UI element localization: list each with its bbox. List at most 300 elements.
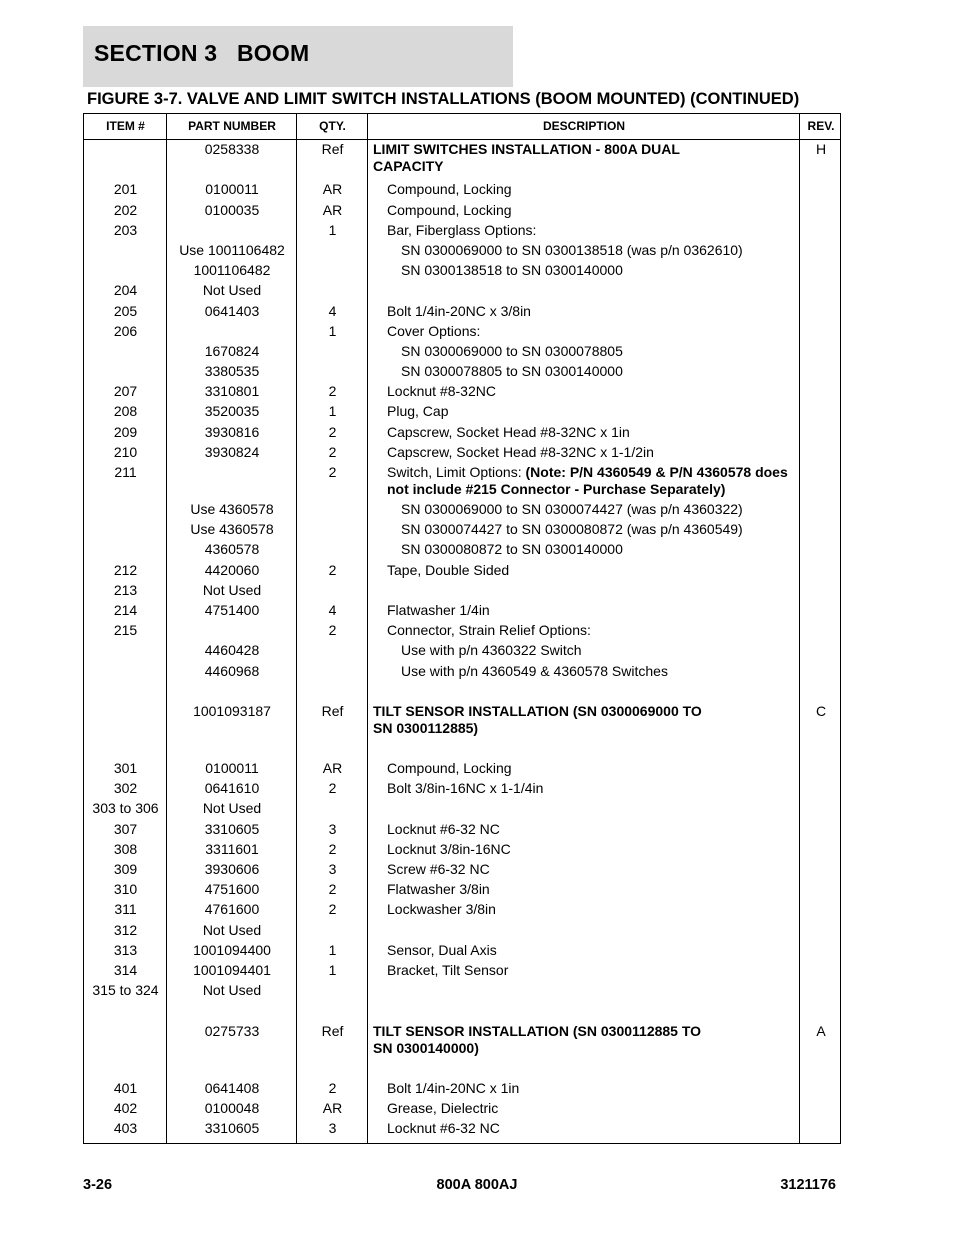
qty-cell: 1 — [328, 941, 337, 958]
item-number-cell — [84, 519, 167, 521]
table-row — [84, 442, 842, 462]
item-number-cell: 210 — [113, 443, 138, 460]
description-text: Capscrew, Socket Head #8-32NC x 1-1/2in — [387, 443, 654, 460]
description-cell — [368, 260, 800, 279]
description-cell — [368, 640, 800, 659]
table-row — [84, 1078, 842, 1098]
rev-cell — [800, 798, 842, 800]
description-cell — [368, 920, 800, 922]
qty-cell: 3 — [328, 861, 337, 877]
description-cell — [368, 879, 800, 898]
rev-cell — [800, 539, 842, 541]
description-text: SN 0300069000 to SN 0300074427 (was p/n 4360322) — [401, 501, 743, 517]
table-row — [84, 661, 842, 681]
item-number-cell: 204 — [113, 282, 138, 299]
description-cell — [368, 422, 800, 441]
description-cell — [368, 462, 800, 498]
description-text: Switch, Limit Options: — [387, 464, 526, 480]
description-text: Lockwasher 3/8in — [387, 901, 496, 918]
rev-cell — [800, 321, 842, 323]
description-text: LIMIT SWITCHES INSTALLATION - 800A DUAL CAPACITY — [373, 141, 680, 174]
parts-table — [83, 113, 841, 1144]
table-row — [84, 361, 842, 381]
item-number-cell — [84, 341, 167, 343]
item-number-cell: 201 — [113, 181, 138, 198]
item-number-cell — [84, 640, 167, 642]
rev-cell — [800, 839, 842, 841]
description-cell — [368, 940, 800, 959]
rev-cell — [800, 620, 842, 622]
table-row — [84, 179, 842, 199]
table-row — [84, 381, 842, 401]
qty-cell: 2 — [328, 443, 337, 460]
table-row — [84, 280, 842, 300]
qty-cell: Ref — [321, 1022, 344, 1039]
description-cell — [368, 600, 800, 619]
spacer-row — [84, 681, 842, 701]
part-number-cell: 0641408 — [204, 1079, 260, 1096]
rev-cell — [800, 361, 842, 363]
description-text: Grease, Dielectric — [387, 1099, 499, 1116]
description-text: TILT SENSOR INSTALLATION (SN 0300069000 TO SN 0300112885) — [373, 702, 702, 736]
part-number-cell: 0641403 — [204, 302, 260, 319]
item-number-cell: 203 — [113, 221, 138, 238]
item-number-cell: 208 — [113, 403, 138, 420]
description-cell — [368, 301, 800, 320]
qty-cell — [297, 539, 368, 541]
qty-cell: Ref — [321, 141, 344, 157]
table-body — [84, 139, 840, 1138]
item-number-cell: 315 to 324 — [92, 982, 159, 999]
rev-cell — [800, 778, 842, 780]
table-row — [84, 600, 842, 620]
description-cell — [368, 200, 800, 219]
part-number-cell: 3930606 — [204, 861, 260, 877]
table-row — [84, 960, 842, 980]
item-number-cell: 209 — [113, 423, 138, 440]
part-number-cell — [167, 321, 297, 323]
qty-cell — [297, 341, 368, 343]
description-text: Cover Options: — [387, 322, 481, 339]
item-number-cell: 213 — [113, 581, 138, 598]
description-cell — [368, 381, 800, 400]
part-number-cell: 3930824 — [204, 443, 260, 460]
table-row — [84, 519, 842, 539]
description-cell — [368, 758, 800, 777]
part-number-cell: 1001093187 — [193, 702, 271, 719]
description-cell — [368, 321, 800, 340]
item-number-cell: 302 — [113, 780, 138, 797]
table-row — [84, 401, 842, 421]
qty-cell — [297, 920, 368, 922]
qty-cell: 1 — [328, 403, 337, 420]
description-cell — [368, 1021, 800, 1057]
description-cell — [368, 401, 800, 420]
qty-cell: 1 — [328, 322, 337, 339]
qty-cell — [297, 361, 368, 363]
rev-cell — [800, 341, 842, 343]
part-number-cell: 4751600 — [204, 881, 260, 898]
part-number-cell: 1670824 — [204, 342, 260, 359]
item-number-cell: 312 — [113, 921, 138, 938]
qty-cell — [297, 580, 368, 582]
rev-cell — [800, 220, 842, 222]
item-number-cell — [84, 701, 167, 703]
item-number-cell: 401 — [113, 1079, 138, 1096]
item-number-cell — [84, 240, 167, 242]
item-number-cell — [84, 260, 167, 262]
header-item: ITEM # — [106, 119, 145, 133]
table-row — [84, 260, 842, 280]
qty-cell: 2 — [328, 423, 337, 440]
qty-cell: AR — [322, 181, 343, 198]
rev-cell — [800, 819, 842, 821]
rev-cell — [800, 519, 842, 521]
rev-cell — [800, 980, 842, 982]
part-number-cell: Not Used — [202, 581, 262, 598]
part-number-cell: Use 4360578 — [190, 501, 274, 517]
table-row — [84, 980, 842, 1000]
rev-cell — [800, 301, 842, 303]
table-row — [84, 899, 842, 919]
qty-cell: 2 — [328, 622, 337, 639]
rev-cell — [800, 200, 842, 202]
rev-cell — [800, 260, 842, 262]
description-text: Flatwasher 3/8in — [387, 881, 490, 898]
rev-cell — [800, 920, 842, 922]
description-text: Use with p/n 4360322 Switch — [401, 642, 582, 659]
rev-cell — [800, 240, 842, 242]
table-row — [84, 341, 842, 361]
item-number-cell — [84, 539, 167, 541]
description-text: SN 0300080872 to SN 0300140000 — [401, 541, 623, 558]
part-number-cell — [167, 620, 297, 622]
description-text: Bolt 1/4in-20NC x 1in — [387, 1079, 520, 1096]
section-title: SECTION 3 BOOM — [94, 40, 310, 66]
table-row — [84, 940, 842, 960]
item-number-cell — [84, 661, 167, 663]
description-text: TILT SENSOR INSTALLATION (SN 0300112885 TO SN 0300140000) — [373, 1022, 702, 1056]
item-number-cell: 313 — [113, 941, 138, 958]
part-number-cell: 0100011 — [205, 760, 259, 777]
description-cell — [368, 899, 800, 918]
part-number-cell: 0100048 — [204, 1099, 260, 1116]
rev-cell — [800, 462, 842, 464]
part-number-cell: 4761600 — [204, 901, 260, 918]
description-cell — [368, 620, 800, 639]
item-number-cell: 211 — [114, 464, 137, 480]
qty-cell — [297, 280, 368, 282]
qty-cell: 2 — [328, 383, 337, 400]
item-number-cell: 311 — [114, 901, 137, 918]
qty-cell — [297, 260, 368, 262]
description-text: Locknut 3/8in-16NC — [387, 840, 511, 857]
qty-cell: 2 — [328, 881, 337, 898]
description-text: Locknut #6-32 NC — [387, 1120, 500, 1137]
qty-cell: 2 — [328, 1079, 337, 1096]
part-number-cell: Use 1001106482 — [179, 241, 285, 258]
figure-title: FIGURE 3-7. VALVE AND LIMIT SWITCH INSTALLATIONS (BOOM MOUNTED) (CONTINUED) — [87, 90, 800, 108]
qty-cell: 2 — [328, 780, 337, 797]
description-cell — [368, 798, 800, 800]
part-number-cell: 1001094400 — [193, 941, 271, 958]
rev-cell — [800, 381, 842, 383]
rev-cell — [800, 960, 842, 962]
table-row — [84, 462, 842, 499]
qty-cell — [297, 240, 368, 242]
part-number-cell: 0100035 — [204, 201, 260, 218]
description-text: Bolt 1/4in-20NC x 3/8in — [387, 302, 531, 319]
item-number-cell: 402 — [113, 1099, 138, 1116]
rev-cell: C — [815, 702, 827, 719]
rev-cell — [800, 758, 842, 760]
table-row — [84, 758, 842, 778]
table-row — [84, 200, 842, 220]
rev-cell — [800, 1118, 842, 1120]
model-label: 800A 800AJ — [436, 1177, 518, 1193]
item-number-cell — [84, 361, 167, 363]
rev-cell — [800, 560, 842, 562]
qty-cell: 4 — [328, 302, 337, 319]
part-number-cell: Not Used — [202, 982, 262, 999]
item-number-cell: 314 — [113, 961, 138, 978]
header-part-number: PART NUMBER — [188, 119, 276, 133]
item-number-cell: 301 — [113, 760, 138, 777]
description-cell — [368, 280, 800, 282]
item-number-cell: 202 — [113, 201, 138, 218]
rev-cell — [800, 879, 842, 881]
description-text: SN 0300069000 to SN 0300078805 — [401, 342, 623, 359]
part-number-cell: 3380535 — [204, 363, 260, 380]
description-note: (Note: P/N 4360549 & P/N 4360578 does not include #215 Connector - Purchase Separately) — [387, 464, 788, 497]
description-cell — [368, 701, 800, 737]
part-number-cell: 3310801 — [204, 383, 260, 400]
table-row — [84, 1118, 842, 1138]
qty-cell — [297, 661, 368, 663]
part-number-cell: 1001106482 — [193, 262, 271, 279]
description-cell — [368, 519, 800, 538]
table-row — [84, 139, 842, 174]
description-text: Locknut #8-32NC — [387, 383, 496, 400]
rev-cell — [800, 859, 842, 861]
table-row — [84, 560, 842, 580]
part-number-cell: Use 4360578 — [190, 521, 274, 538]
description-text: Tape, Double Sided — [387, 561, 510, 578]
table-row — [84, 798, 842, 818]
description-text: Screw #6-32 NC — [387, 861, 490, 877]
description-cell — [368, 839, 800, 858]
description-wrapper — [368, 464, 800, 498]
description-text: Connector, Strain Relief Options: — [387, 622, 591, 639]
rev-cell: A — [816, 1022, 826, 1039]
part-number-cell: 3930816 — [204, 423, 260, 440]
qty-cell: 3 — [328, 820, 337, 837]
item-number-cell — [84, 499, 167, 501]
item-number-cell: 307 — [113, 820, 138, 837]
item-number-cell: 303 to 306 — [92, 800, 159, 817]
item-number-cell: 309 — [113, 861, 138, 877]
description-cell — [368, 980, 800, 982]
rev-cell — [800, 1098, 842, 1100]
rev-cell — [800, 422, 842, 424]
table-row — [84, 321, 842, 341]
rev-cell — [800, 401, 842, 403]
item-number-cell: 206 — [113, 322, 138, 339]
table-row — [84, 879, 842, 899]
item-number-cell: 308 — [113, 840, 138, 857]
description-text: Capscrew, Socket Head #8-32NC x 1in — [387, 423, 630, 440]
table-row — [84, 620, 842, 640]
item-number-cell: 403 — [113, 1120, 138, 1137]
table-row — [84, 1021, 842, 1058]
rev-cell — [800, 661, 842, 663]
qty-cell — [297, 519, 368, 521]
spacer-row — [84, 159, 842, 179]
table-row — [84, 499, 842, 519]
description-cell — [368, 442, 800, 461]
description-cell — [368, 580, 800, 582]
header-description: DESCRIPTION — [542, 119, 625, 133]
qty-cell: 2 — [328, 561, 337, 578]
part-number-cell: 3520035 — [204, 403, 260, 420]
qty-cell: Ref — [321, 702, 344, 719]
description-text: Plug, Cap — [387, 403, 449, 420]
qty-cell: AR — [322, 201, 343, 218]
description-cell — [368, 341, 800, 360]
part-number-cell: 4360578 — [204, 541, 260, 558]
part-number-cell: 0275733 — [204, 1022, 260, 1039]
qty-cell — [297, 980, 368, 982]
item-number-cell: 215 — [113, 622, 138, 639]
rev-cell — [800, 442, 842, 444]
table-row — [84, 240, 842, 260]
table-row — [84, 1098, 842, 1118]
description-text: Bracket, Tilt Sensor — [387, 961, 509, 978]
description-cell — [368, 1078, 800, 1097]
spacer-row — [84, 1000, 842, 1020]
description-cell — [368, 661, 800, 680]
description-text: Sensor, Dual Axis — [387, 941, 497, 958]
document-number: 3121176 — [780, 1177, 836, 1193]
rev-cell — [800, 899, 842, 901]
qty-cell: 2 — [328, 840, 337, 857]
rev-cell — [800, 280, 842, 282]
rev-cell — [800, 580, 842, 582]
part-number-cell: 3311601 — [205, 840, 259, 857]
table-row — [84, 778, 842, 798]
item-number-cell — [84, 1021, 167, 1023]
description-text: Flatwasher 1/4in — [387, 601, 490, 618]
table-row — [84, 220, 842, 240]
description-text: Compound, Locking — [387, 181, 512, 198]
description-cell — [368, 1118, 800, 1137]
description-cell — [368, 240, 800, 259]
header-rev: REV. — [807, 119, 835, 133]
item-number-cell: 212 — [113, 561, 138, 578]
rev-cell — [800, 940, 842, 942]
rev-cell: H — [815, 141, 827, 157]
table-row — [84, 859, 842, 879]
description-cell — [368, 560, 800, 579]
part-number-cell: 3310605 — [204, 1120, 260, 1137]
qty-cell: 1 — [328, 961, 337, 978]
part-number-cell: 4751400 — [204, 601, 260, 618]
part-number-cell: 4460968 — [204, 662, 260, 679]
qty-cell: 2 — [328, 464, 337, 480]
page-number: 3-26 — [83, 1177, 113, 1193]
table-row — [84, 819, 842, 839]
description-cell — [368, 179, 800, 198]
description-text: SN 0300078805 to SN 0300140000 — [401, 363, 623, 380]
table-row — [84, 539, 842, 559]
part-number-cell: 4420060 — [204, 561, 260, 578]
part-number-cell — [167, 462, 297, 464]
item-number-cell: 205 — [113, 302, 138, 319]
qty-cell: AR — [322, 1099, 343, 1116]
qty-cell — [297, 798, 368, 800]
description-text: Compound, Locking — [387, 201, 512, 218]
part-number-cell: 1001094401 — [193, 961, 271, 978]
item-number-cell — [84, 139, 167, 141]
table-row — [84, 920, 842, 940]
description-text: Bolt 3/8in-16NC x 1-1/4in — [387, 780, 544, 797]
header-qty: QTY. — [319, 119, 346, 133]
description-cell — [368, 361, 800, 380]
part-number-cell: 0641610 — [204, 780, 260, 797]
description-text: SN 0300074427 to SN 0300080872 (was p/n 4360549) — [401, 521, 743, 538]
description-text: Compound, Locking — [387, 760, 512, 777]
rev-cell — [800, 1078, 842, 1080]
table-row — [84, 580, 842, 600]
description-text: Use with p/n 4360549 & 4360578 Switches — [401, 662, 668, 679]
table-row — [84, 422, 842, 442]
description-text: SN 0300069000 to SN 0300138518 (was p/n 0362610) — [401, 241, 743, 258]
part-number-cell — [167, 220, 297, 222]
spacer-row — [84, 738, 842, 758]
part-number-cell: 3310605 — [204, 820, 260, 837]
rev-cell — [800, 499, 842, 501]
qty-cell: AR — [322, 760, 343, 777]
description-text: SN 0300138518 to SN 0300140000 — [401, 262, 623, 279]
description-cell — [368, 220, 800, 239]
qty-cell: 4 — [328, 601, 337, 618]
description-cell — [368, 960, 800, 979]
description-text: Locknut #6-32 NC — [387, 820, 500, 837]
part-number-cell: 4460428 — [204, 642, 260, 659]
description-text: Bar, Fiberglass Options: — [387, 221, 537, 238]
part-number-cell: 0258338 — [204, 141, 260, 157]
rev-cell — [800, 179, 842, 181]
description-cell — [368, 1098, 800, 1117]
item-number-cell: 214 — [113, 601, 138, 618]
rev-cell — [800, 600, 842, 602]
part-number-cell: Not Used — [202, 921, 262, 938]
table-row — [84, 301, 842, 321]
part-number-cell: Not Used — [202, 282, 262, 299]
description-cell — [368, 859, 800, 878]
qty-cell: 1 — [328, 221, 337, 238]
table-row — [84, 701, 842, 738]
qty-cell — [297, 640, 368, 642]
part-number-cell: Not Used — [202, 800, 262, 817]
qty-cell: 3 — [328, 1120, 337, 1137]
item-number-cell: 310 — [113, 881, 138, 898]
description-cell — [368, 539, 800, 558]
qty-cell — [297, 499, 368, 501]
qty-cell: 2 — [328, 901, 337, 918]
table-row — [84, 640, 842, 660]
description-cell — [368, 819, 800, 838]
